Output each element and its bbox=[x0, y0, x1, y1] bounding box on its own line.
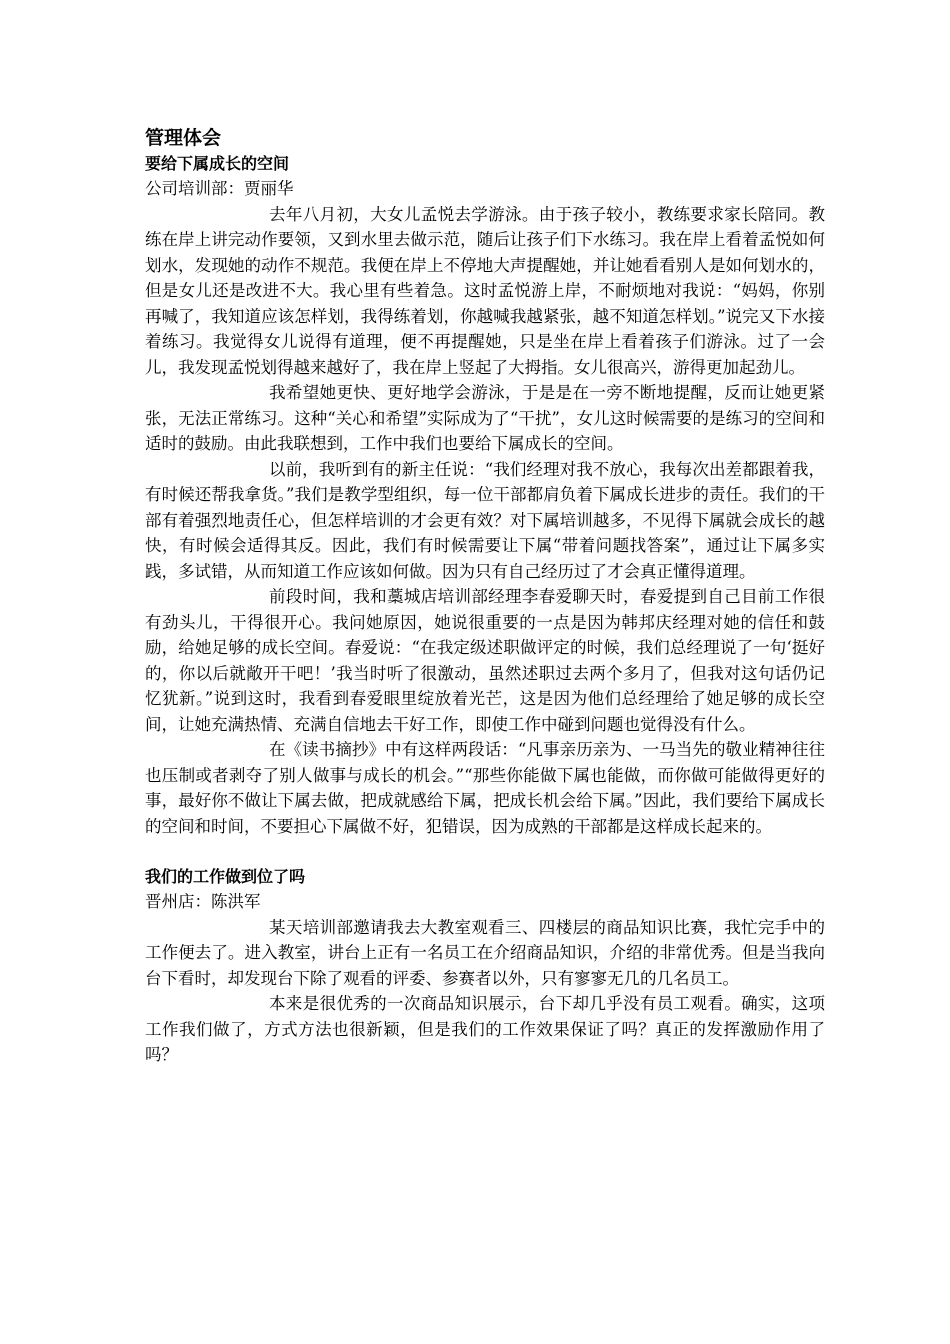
article-paragraph: 去年八月初，大女儿孟悦去学游泳。由于孩子较小，教练要求家长陪同。教练在岸上讲完动作要领，又到水里去做示范，随后让孩子们下水练习。我在岸上看着孟悦如何划水，发现她的动作不规范。我便在岸上不停地大声提醒她，并让她看看别人是如何划水的，但是女儿还是改进不大。我心里有些着急。这时孟悦游上岸，不耐烦地对我说：“妈妈，你别再喊了，我知道应该怎样划，我得练着划，你越喊我越紧张，越不知道怎样划。”说完又下水接着练习。我觉得女儿说得有道理，便不再提醒她，只是坐在岸上看着孩子们游泳。过了一会儿，我发现孟悦划得越来越好了，我在岸上竖起了大拇指。女儿很高兴，游得更加起劲儿。 bbox=[145, 204, 825, 377]
article-byline: 公司培训部：贾丽华 bbox=[145, 179, 294, 198]
article-title: 要给下属成长的空间 bbox=[145, 154, 290, 173]
article-paragraph: 在《读书摘抄》中有这样两段话：“凡事亲历亲为、一马当先的敬业精神往往也压制或者剥夺了别人做事与成长的机会。”“那些你能做下属也能做，而你做可能做得更好的事，最好你不做让下属去做，把成就感给下属，把成长机会给下属。”因此，我们要给下属成长的空间和时间，不要担心下属做不好，犯错误，因为成熟的干部都是这样成长起来的。 bbox=[145, 740, 825, 836]
document-page bbox=[145, 126, 825, 1068]
article-work-in-place bbox=[145, 864, 825, 1068]
article-paragraph: 以前，我听到有的新主任说：“我们经理对我不放心，我每次出差都跟着我，有时候还帮我拿货。”我们是教学型组织，每一位干部都肩负着下属成长进步的责任。我们的干部有着强烈地责任心，但怎样培训的才会更有效？对下属培训越多，不见得下属就会成长的越快，有时候会适得其反。因此，我们有时候需要让下属“带着问题找答案”，通过让下属多实践，多试错，从而知道工作应该如何做。因为只有自己经历过了才会真正懂得道理。 bbox=[145, 459, 825, 581]
article-byline: 晋州店：陈洪军 bbox=[145, 892, 261, 911]
article-spacer bbox=[145, 839, 825, 864]
article-grow-space bbox=[145, 151, 825, 839]
article-paragraph: 我希望她更快、更好地学会游泳，于是是在一旁不断地提醒，反而让她更紧张，无法正常练习。这种“关心和希望”实际成为了“干扰”，女儿这时候需要的是练习的空间和适时的鼓励。由此我联想到，工作中我们也要给下属成长的空间。 bbox=[145, 383, 825, 453]
article-paragraph: 某天培训部邀请我去大教室观看三、四楼层的商品知识比赛，我忙完手中的工作便去了。进入教室，讲台上正有一名员工在介绍商品知识，介绍的非常优秀。但是当我向台下看时，却发现台下除了观看的评委、参赛者以外，只有寥寥无几的几名员工。 bbox=[145, 917, 825, 988]
page-title: 管理体会 bbox=[145, 127, 222, 149]
article-title: 我们的工作做到位了吗 bbox=[145, 867, 306, 886]
article-paragraph: 本来是很优秀的一次商品知识展示，台下却几乎没有员工观看。确实，这项工作我们做了，方式方法也很新颖，但是我们的工作效果保证了吗？真正的发挥激励作用了吗？ bbox=[145, 994, 825, 1064]
article-paragraph: 前段时间，我和藁城店培训部经理李春爱聊天时，春爱提到自己目前工作很有劲头儿，干得很开心。我问她原因，她说很重要的一点是因为韩邦庆经理对她的信任和鼓励，给她足够的成长空间。春爱说：“在我定级述职做评定的时候，我们总经理说了一句‘挺好的，你以后就敞开干吧！’我当时听了很激动，虽然述职过去两个多月了，但我对这句话仍记忆犹新。”说到这时，我看到春爱眼里绽放着光芒，这是因为他们总经理给了她足够的成长空间，让她充满热情、充满自信地去干好工作，即使工作中碰到问题也觉得没有什么。 bbox=[145, 587, 825, 734]
